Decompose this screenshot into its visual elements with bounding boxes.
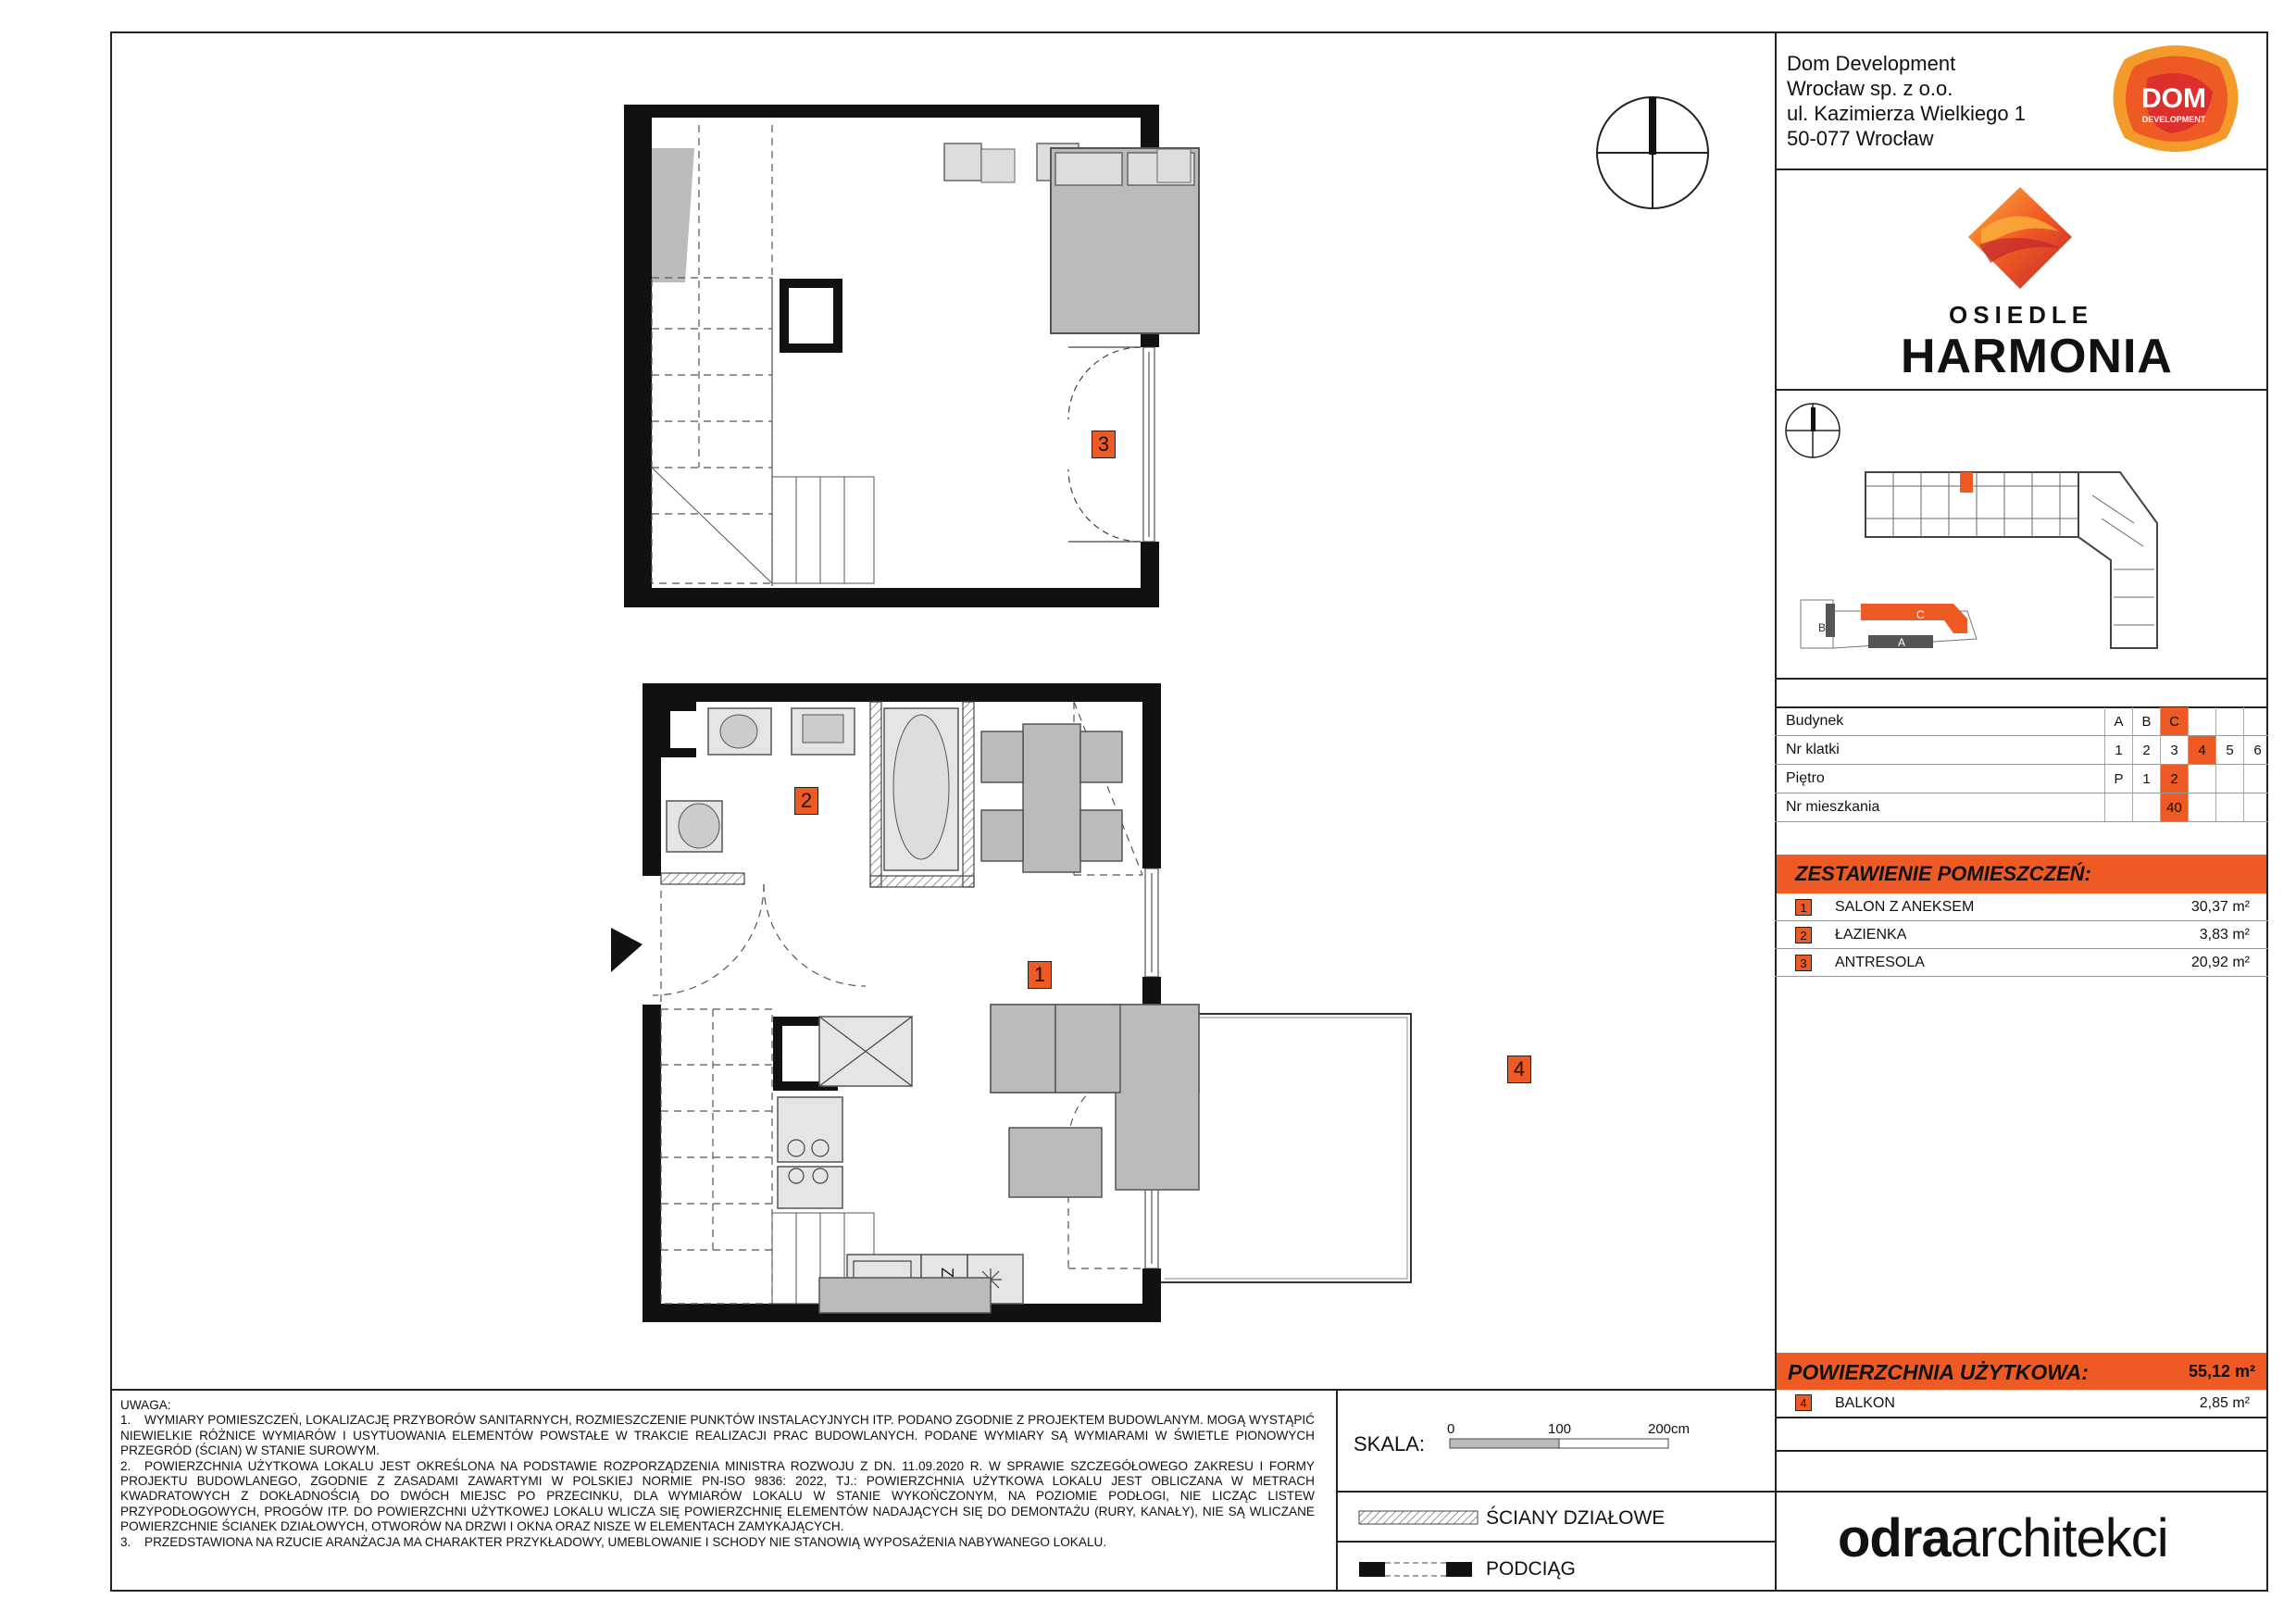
room-label-3: 3 xyxy=(1092,431,1116,458)
rooms-summary-header xyxy=(1777,855,2266,893)
siteplan-compass-icon xyxy=(1782,400,1843,461)
usable-area-bar xyxy=(1777,1353,2266,1390)
legend-divider xyxy=(1336,1541,1777,1543)
notes-divider xyxy=(110,1389,1777,1391)
scale-bar xyxy=(1449,1438,1671,1451)
room-label-4: 4 xyxy=(1507,1056,1531,1083)
legend-beam-label: PODCIĄG xyxy=(1486,1558,1576,1580)
room-label-2: 2 xyxy=(794,787,818,815)
svg-text:DEVELOPMENT: DEVELOPMENT xyxy=(2141,115,2206,124)
address-divider xyxy=(1775,169,2268,170)
dom-development-logo xyxy=(2106,41,2245,157)
scale-legend-divider xyxy=(1336,1491,1777,1493)
project-prefix: OSIEDLE xyxy=(1949,301,2094,329)
note-item-3: 3. PRZEDSTAWIONA NA RZUCIE ARANŻACJA MA CHARAKTER PRZYKŁADOWY, UMEBLOWANIE I SCHODY NIE STANOWIĄ WYPOSAŻENIA NABYWANEGO LOKALU. xyxy=(120,1534,1107,1549)
project-name: HARMONIA xyxy=(1901,330,2173,383)
room-label-1: 1 xyxy=(1028,961,1052,989)
north-compass-icon xyxy=(1592,93,1713,213)
developer-company: Wrocław sp. z o.o. xyxy=(1787,77,1953,100)
partition-wall-swatch xyxy=(1358,1509,1479,1528)
mezzanine-floor-plan xyxy=(611,97,1278,616)
project-logo-divider xyxy=(1775,389,2268,391)
developer-street: ul. Kazimierza Wielkiego 1 xyxy=(1787,102,2026,125)
usable-area-value: 55,12 m² xyxy=(2188,1362,2255,1380)
svg-text:DOM: DOM xyxy=(2141,83,2206,114)
svg-text:B: B xyxy=(1818,621,1827,634)
scale-tick-100: 100 xyxy=(1548,1421,1572,1437)
beam-swatch xyxy=(1358,1558,1473,1580)
siteplan-divider xyxy=(1775,678,2268,680)
notes-title: UWAGA: xyxy=(120,1398,171,1412)
site-plan-key xyxy=(1796,593,1981,657)
info-table: Budynek A B C Nr klatki 1 2 3 4 5 6 Piętro P 1 2 Nr mieszkania 40 xyxy=(1775,706,2268,829)
rooms-summary-title: ZESTAWIENIE POMIESZCZEŃ: xyxy=(1795,862,2091,885)
note-item-1: 1. WYMIARY POMIESZCZEŃ, LOKALIZACJĘ PRZYBORÓW SANITARNYCH, ROZMIESZCZENIE PUNKTÓW INSTALACYJNYCH ITP. PODANO ZGODNIE Z PROJEKTEM BUDOWLANYM. MOGĄ WYSTĄPIĆ NIEWIELKIE RÓŻNICE WYMIARÓW I USYTUOWANIA ELEMENTÓW POWSTAŁE W TRAKCIE REALIZACJI PRAC BUDOWLANYCH. PODANE WYMIARY SĄ WYMIARAMI W ŚWIETLE PIONOWYCH PRZEGRÓD (ŚCIAN) W STANIE SUROWYM. xyxy=(120,1413,1315,1458)
lower-floor-plan xyxy=(611,676,1611,1343)
legend-walls-label: ŚCIANY DZIAŁOWE xyxy=(1486,1507,1666,1529)
svg-text:A: A xyxy=(1898,636,1906,649)
architect-divider xyxy=(1775,1491,2268,1493)
note-item-2: 2. POWIERZCHNIA UŻYTKOWA LOKALU JEST OKREŚLONA NA PODSTAWIE ROZPORZĄDZENIA MINISTRA ROZWOJU Z DN. 11.09.2020 R. W SPRAWIE SZCZEGÓŁOWEGO ZAKRESU I FORMY PROJEKTU BUDOWLANEGO, ZGODNIE Z ZASADAMI ZAWARTYMI W POLSKIEJ NORMIE PN-ISO 9836: 2022, TJ.: POWIERZCHNIA UŻYTKOWA LOKALU JEST OBLICZANA W METRACH KWADRATOWYCH Z DOKŁADNOŚCIĄ DO DWÓCH MIEJSC PO PRZECINKU, DLA WYMIARÓW LOKALU W STANIE WYKOŃCZONYM, NA POZIOMIE PODŁOGI, NIE LICZĄC LISTEW PRZYPODŁOGOWYCH, PROGÓW ITP. DO POWIERZCHNI UŻYTKOWEJ LOKALU WLICZA SIĘ POWIERZCHNIĘ ELEMENTÓW NADAJĄCYCH SIĘ DO DEMONTAŻU (RURY, KANAŁY), NIE SĄ WLICZANE POWIERZCHNIE ŚCIANEK DZIAŁOWYCH, OTWORÓW NA DRZWI I OKNA ORAZ NISZE W ELEMENTACH ZAMYKAJĄCYCH. xyxy=(120,1458,1315,1534)
svg-text:C: C xyxy=(1916,608,1925,621)
balcony-divider xyxy=(1775,1450,2268,1452)
scale-tick-0: 0 xyxy=(1447,1421,1455,1437)
harmonia-logo-mark xyxy=(1963,183,2078,293)
developer-name: Dom Development xyxy=(1787,52,1956,75)
notes-section xyxy=(120,1398,1315,1550)
usable-area-title: POWIERZCHNIA UŻYTKOWA: xyxy=(1788,1360,2089,1384)
usable-area-divider xyxy=(1775,1417,2268,1418)
scale-tick-200: 200cm xyxy=(1648,1421,1691,1437)
architect-logo: odraarchitekci xyxy=(1838,1508,2168,1568)
scale-label: SKALA: xyxy=(1354,1432,1426,1455)
developer-city: 50-077 Wrocław xyxy=(1787,127,1934,150)
